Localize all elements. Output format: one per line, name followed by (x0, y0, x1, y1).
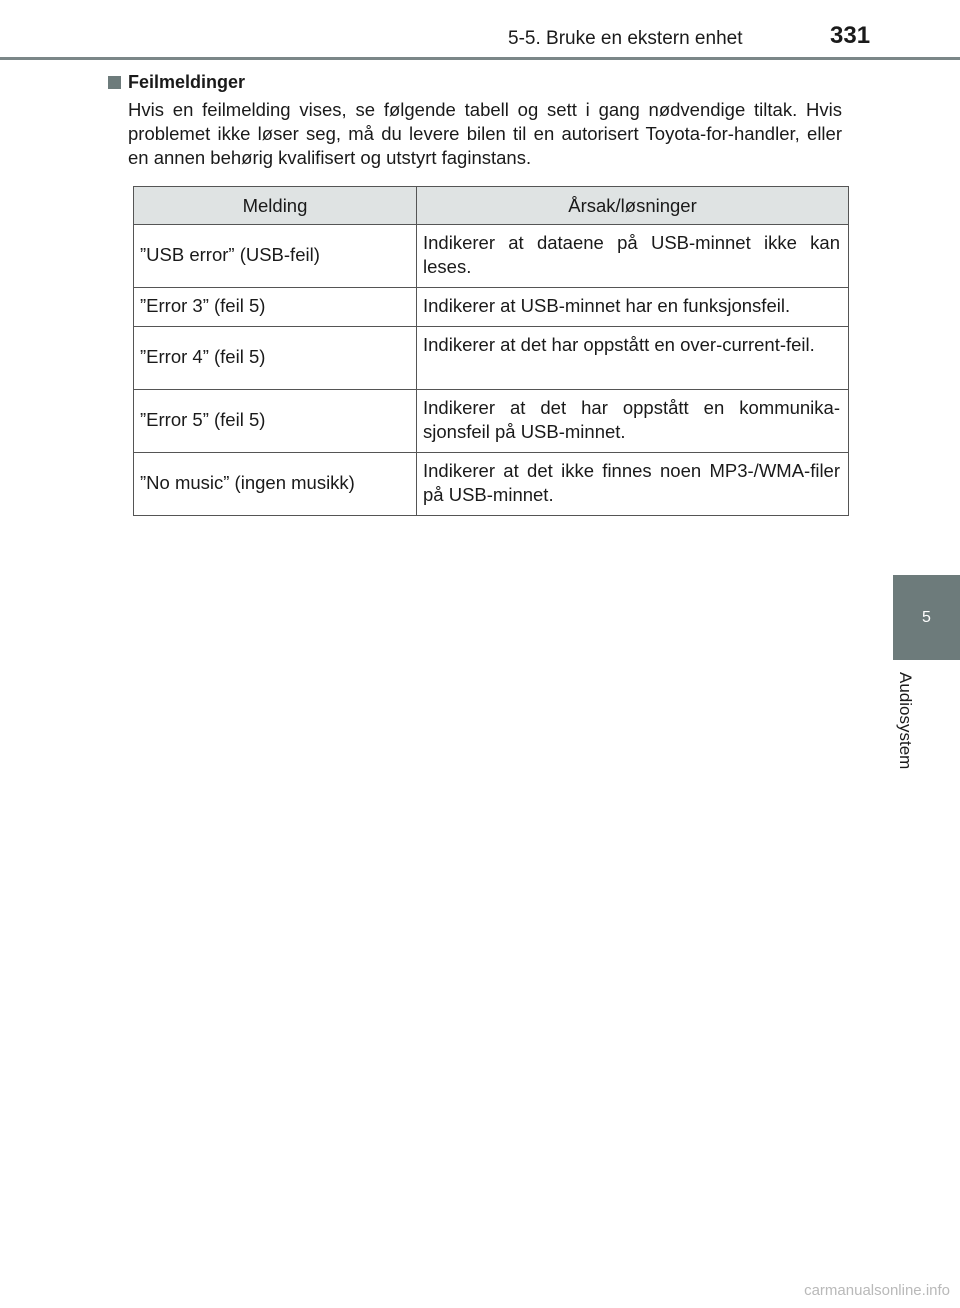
header-divider (0, 57, 960, 60)
cause-cell: Indikerer at det ikke finnes noen MP3-/WMA-filer på USB-minnet. (417, 453, 849, 516)
column-header-message: Melding (134, 187, 417, 225)
table-row (134, 327, 849, 390)
cause-cell: Indikerer at dataene på USB-minnet ikke kan leses. (417, 225, 849, 288)
column-header-cause: Årsak/løsninger (417, 187, 849, 225)
table-header-row (134, 187, 849, 225)
cause-cell: Indikerer at USB-minnet har en funksjonsfeil. (417, 288, 849, 327)
section-heading (108, 72, 245, 93)
intro-paragraph: Hvis en feilmelding vises, se følgende tabell og sett i gang nødvendige tiltak. Hvis problemet ikke løser seg, må du levere bilen til en autorisert Toyota-for-handler, eller en annen behørig kvalifisert og utstyrt faginstans. (128, 99, 842, 168)
table-row (134, 225, 849, 288)
page-number: 331 (830, 22, 871, 49)
message-cell: ”Error 4” (feil 5) (134, 327, 417, 390)
message-cell: ”No music” (ingen musikk) (134, 453, 417, 516)
watermark: carmanualsonline.info (804, 1282, 950, 1299)
message-cell: ”Error 5” (feil 5) (134, 390, 417, 453)
chapter-label: Audiosystem (896, 672, 915, 770)
cause-cell: Indikerer at det har oppstått en over-current-feil. (417, 327, 849, 390)
section-heading-text: Feilmeldinger (128, 72, 246, 92)
table-row (134, 453, 849, 516)
chapter-number: 5 (922, 608, 931, 626)
error-message-table (133, 186, 849, 516)
chapter-tab (893, 575, 960, 660)
square-bullet-icon (108, 76, 121, 89)
table-row (134, 288, 849, 327)
header-section-title: 5-5. Bruke en ekstern enhet (508, 28, 743, 49)
table-row (134, 390, 849, 453)
message-cell: ”Error 3” (feil 5) (134, 288, 417, 327)
cause-cell: Indikerer at det har oppstått en kommunika-sjonsfeil på USB-minnet. (417, 390, 849, 453)
message-cell: ”USB error” (USB-feil) (134, 225, 417, 288)
